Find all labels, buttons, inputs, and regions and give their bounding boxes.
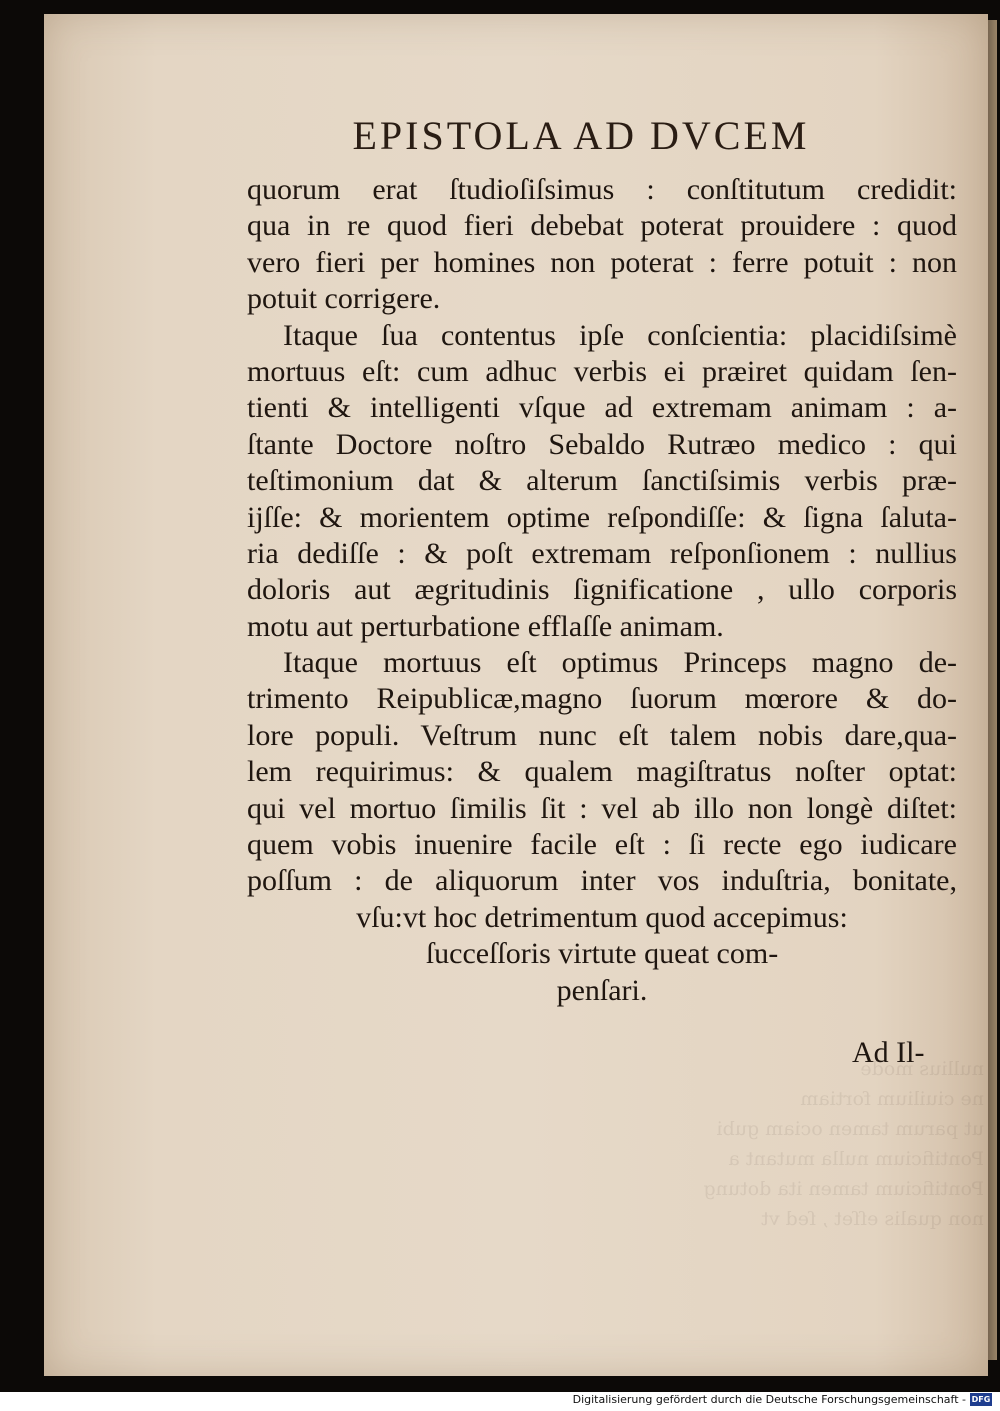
text-line: doloris aut ægritudinis ſignificatione , ullo corporis — [247, 573, 957, 607]
text-line: ijſſe: & morientem optime reſpondiſſe: & ſigna ſaluta- — [247, 500, 957, 534]
text-line: ſucceſſoris virtute queat com- — [425, 937, 779, 971]
book-page — [44, 14, 988, 1376]
text-line: vſu:vt hoc detrimentum quod accepimus: — [356, 900, 848, 934]
text-line: lore populi. Veſtrum nunc eſt talem nobis dare,qua- — [247, 718, 957, 752]
text-line: tienti & intelligenti vſque ad extremam animam : a- — [247, 391, 957, 425]
text-line: quem vobis inuenire facile eſt : ſi recte ego iudicare — [247, 828, 957, 862]
text-line: penſari. — [556, 973, 648, 1007]
text-line: vero fieri per homines non poterat : ferre potuit : non — [247, 245, 957, 279]
text-line: poſſum : de aliquorum inter vos induſtria, bonitate, — [247, 864, 957, 898]
text-line: quorum erat ſtudioſiſsimus : conſtitutum credidit: — [247, 173, 957, 206]
running-head: EPISTOLA AD DVCEM — [352, 113, 810, 158]
catchword: Ad Il- — [852, 1036, 925, 1069]
text-line: trimento Reipublicæ,magno ſuorum mœrore & do- — [247, 682, 957, 716]
text-line: lem requirimus: & qualem magiſtratus noſter optat: — [247, 755, 957, 789]
text-line: qui vel mortuo ſimilis ſit : vel ab illo non longè diſtet: — [247, 791, 957, 825]
text-line: motu aut perturbatione efflaſſe animam. — [247, 609, 724, 643]
text-line: teſtimonium dat & alterum ſanctiſsimis verbis præ- — [247, 464, 957, 498]
bleed-through-text: nullius mode ne ciuilium fortiam ut parum tamen ociam gubi Pontificium nulla mutant a Pontificium tamen ita dotung non qualis eſſet , ſed vt — [703, 1058, 984, 1230]
text-line: Itaque ſua contentus ipſe conſcientia: placidiſsimè — [283, 318, 957, 352]
text-line: qua in re quod fieri debebat poterat prouidere : quod — [247, 209, 957, 243]
text-line: mortuus eſt: cum adhuc verbis ei præiret quidam ſen- — [247, 354, 957, 388]
text-line: potuit corrigere. — [247, 282, 441, 316]
dfg-logo: DFG — [971, 1395, 991, 1404]
text-line: Itaque mortuus eſt optimus Princeps magno de- — [283, 646, 957, 680]
digitization-credit: Digitalisierung gefördert durch die Deutsche Forschungsgemeinschaft - — [572, 1393, 966, 1406]
text-line: ſtante Doctore noſtro Sebaldo Rutræo medico : qui — [247, 427, 957, 461]
body-text — [247, 172, 957, 1009]
text-line: ria dediſſe : & poſt extremam reſponſionem : nullius — [247, 536, 957, 570]
